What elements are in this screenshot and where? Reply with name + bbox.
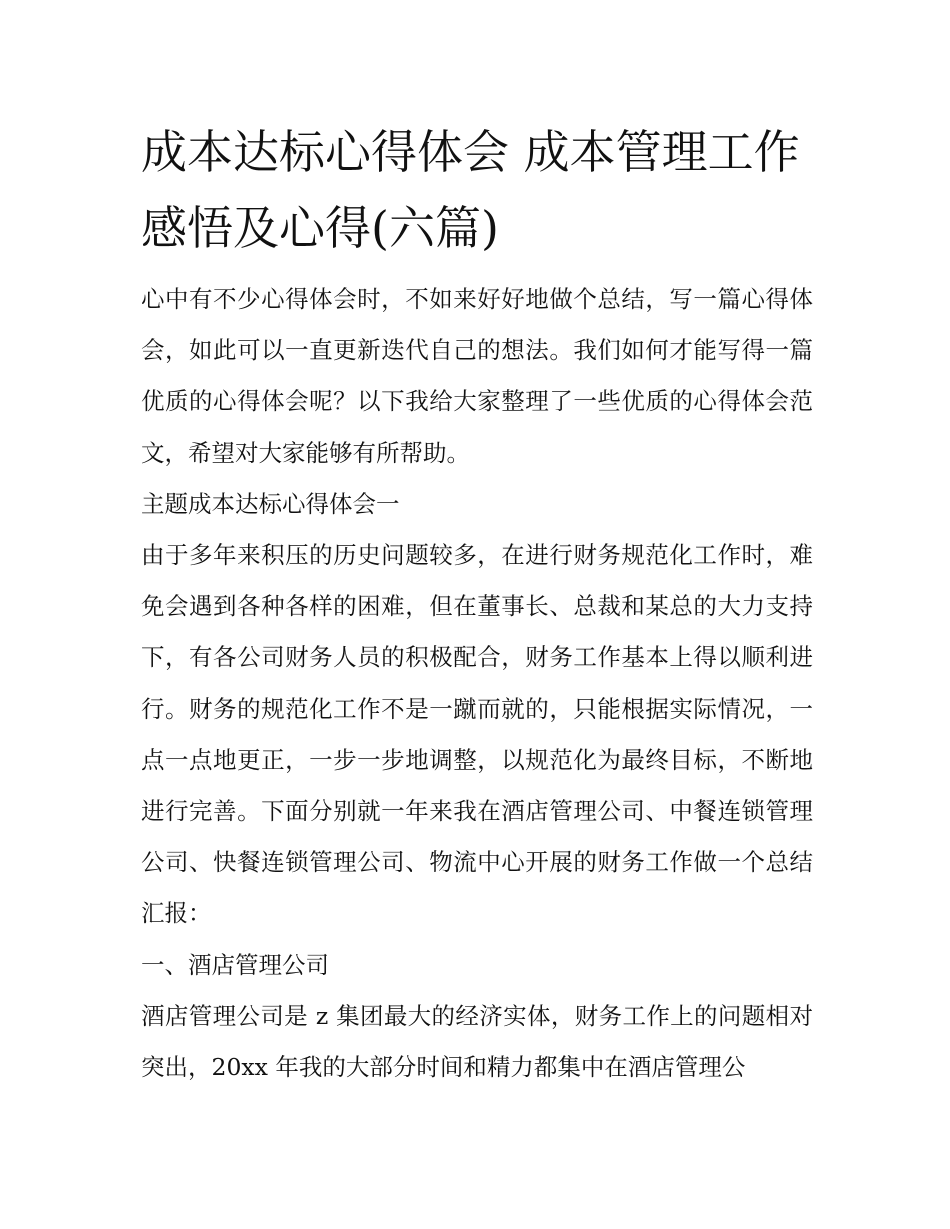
subsection-heading: 一、酒店管理公司 [141,950,329,979]
body-paragraph: 酒店管理公司是 z 集团最大的经济实体，财务工作上的问题相对突出，20xx 年我的大部分时间和精力都集中在酒店管理公 [141,1001,813,1082]
body-paragraph: 由于多年来积压的历史问题较多，在进行财务规范化工作时，难免会遇到各种各样的困难，但在董事长、总裁和某总的大力支持下，有各公司财务人员的积极配合，财务工作基本上得以顺利进行。财务的规范化工作不是一蹴而就的，只能根据实际情况，一点一点地更正，一步一步地调整，以规范化为最终目标，不断地进行完善。下面分别就一年来我在酒店管理公司、中餐连锁管理公司、快餐连锁管理公司、物流中心开展的财务工作做一个总结汇报： [141,541,813,928]
document-body [141,274,813,1093]
intro-paragraph: 心中有不少心得体会时，不如来好好地做个总结，写一篇心得体会，如此可以一直更新迭代自己的想法。我们如何才能写得一篇优质的心得体会呢？以下我给大家整理了一些优质的心得体会范文，希望对大家能够有所帮助。 [141,285,813,467]
document-title: 成本达标心得体会 成本管理工作感悟及心得(六篇) [141,125,800,255]
document-page [141,114,813,1093]
section-heading: 主题成本达标心得体会一 [141,489,400,518]
